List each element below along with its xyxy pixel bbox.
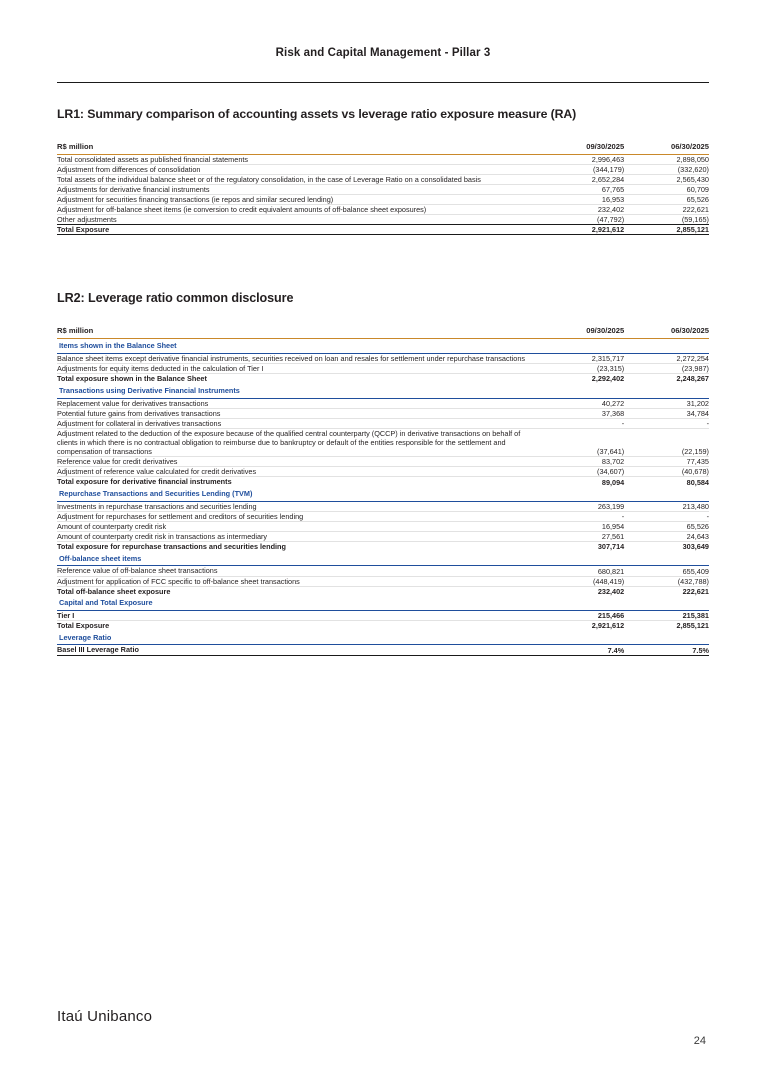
row-label: Leverage Ratio [57,630,539,645]
row-label: Other adjustments [57,215,539,225]
row-value-2: 2,855,121 [624,225,709,235]
table-row [57,354,709,364]
row-label: Capital and Total Exposure [57,596,539,611]
row-value-2 [624,487,709,502]
row-value-1: 67,765 [539,184,624,194]
column-header-label: R$ million [57,142,539,154]
header-divider [57,82,709,83]
table-row [57,566,709,576]
table-row [57,374,709,384]
column-header-period-2: 06/30/2025 [624,326,709,338]
row-value-2: 34,784 [624,408,709,418]
row-label: Adjustment for application of FCC specific to off-balance sheet transactions [57,576,539,586]
row-value-2 [624,630,709,645]
row-value-2 [624,383,709,398]
table-row [57,408,709,418]
row-label: Adjustment for repurchases for settlement and creditors of securities lending [57,511,539,521]
row-label: Potential future gains from derivatives transactions [57,408,539,418]
row-value-2: - [624,418,709,428]
row-value-1 [539,596,624,611]
row-value-1: 40,272 [539,398,624,408]
row-value-1: - [539,511,624,521]
table-subheader-row [57,487,709,502]
row-label: Total assets of the individual balance sheet or of the regulatory consolidation, in the case of Leverage Ratio on a consolidated basis [57,174,539,184]
row-value-1: 27,561 [539,532,624,542]
row-value-2: 213,480 [624,501,709,511]
row-value-2: (59,165) [624,215,709,225]
row-label: Repurchase Transactions and Securities Lending (TVM) [57,487,539,502]
row-label: Tier I [57,611,539,621]
table-subheader-row [57,596,709,611]
table-subheader-row [57,630,709,645]
row-value-2: 222,621 [624,586,709,596]
row-value-2: 2,898,050 [624,154,709,164]
table-row [57,184,709,194]
row-value-2 [624,338,709,353]
row-value-2: 31,202 [624,398,709,408]
row-value-2: (432,788) [624,576,709,586]
table-row [57,364,709,374]
row-label: Adjustment for off-balance sheet items (ie conversion to credit equivalent amounts of off-balance sheet exposures) [57,205,539,215]
row-value-1: 680,821 [539,566,624,576]
row-value-1: 7.4% [539,645,624,655]
table-total-row [57,225,709,235]
section-title-lr2: LR2: Leverage ratio common disclosure [57,291,294,306]
row-value-2: (332,620) [624,164,709,174]
table-row [57,645,709,655]
table-lr1 [57,142,709,235]
row-value-2: 80,584 [624,477,709,487]
row-label: Total consolidated assets as published financial statements [57,154,539,164]
row-value-1: (448,419) [539,576,624,586]
table-row [57,154,709,164]
row-label: Total exposure for derivative financial instruments [57,477,539,487]
row-label: Total exposure shown in the Balance Sheet [57,374,539,384]
table-row [57,457,709,467]
row-value-2: 2,272,254 [624,354,709,364]
row-label: Investments in repurchase transactions and securities lending [57,501,539,511]
row-value-1 [539,551,624,566]
row-label: Total Exposure [57,621,539,631]
row-value-2: 2,248,267 [624,374,709,384]
table-row [57,418,709,428]
column-header-period-1: 09/30/2025 [539,142,624,154]
row-label: Basel III Leverage Ratio [57,645,539,655]
row-value-1: 232,402 [539,586,624,596]
row-value-2: 2,855,121 [624,621,709,631]
row-label: Reference value for credit derivatives [57,457,539,467]
footer-brand: Itaú Unibanco [57,1008,153,1025]
row-label: Balance sheet items except derivative financial instruments, securities received on loan and resales for settlement under repurchase transactions [57,354,539,364]
table-row [57,611,709,621]
table-row [57,398,709,408]
row-value-2: (40,678) [624,467,709,477]
row-value-1: (37,641) [539,428,624,456]
row-label: Amount of counterparty credit risk in transactions as intermediary [57,532,539,542]
row-label: Total Exposure [57,225,539,235]
row-value-1: 37,368 [539,408,624,418]
row-value-1: 307,714 [539,542,624,552]
row-value-2: 24,643 [624,532,709,542]
row-value-2: 655,409 [624,566,709,576]
row-value-2: 65,526 [624,194,709,204]
row-value-1: (47,792) [539,215,624,225]
row-label: Transactions using Derivative Financial Instruments [57,383,539,398]
table-row [57,521,709,531]
table-lr2 [57,326,709,655]
row-value-1: 2,292,402 [539,374,624,384]
row-value-1: (23,315) [539,364,624,374]
table-row [57,576,709,586]
row-value-2: 7.5% [624,645,709,655]
row-value-2: (23,987) [624,364,709,374]
table-row [57,586,709,596]
row-label: Amount of counterparty credit risk [57,521,539,531]
row-value-1: 16,953 [539,194,624,204]
table-subheader-row [57,338,709,353]
row-value-1: 232,402 [539,205,624,215]
row-value-2 [624,551,709,566]
table-row [57,477,709,487]
column-header-label: R$ million [57,326,539,338]
row-value-1: (344,179) [539,164,624,174]
page-header: Risk and Capital Management - Pillar 3 [275,47,491,59]
row-value-1: 2,315,717 [539,354,624,364]
row-value-1: 89,094 [539,477,624,487]
row-value-2: 215,381 [624,611,709,621]
row-label: Reference value of off-balance sheet transactions [57,566,539,576]
row-value-1: 2,921,612 [539,621,624,631]
content-spacer [57,656,709,806]
table-row [57,532,709,542]
row-value-2: 65,526 [624,521,709,531]
row-label: Off-balance sheet items [57,551,539,566]
row-label: Items shown in the Balance Sheet [57,338,539,353]
row-value-1: 2,996,463 [539,154,624,164]
row-value-2: 2,565,430 [624,174,709,184]
section-title-lr1: LR1: Summary comparison of accounting assets vs leverage ratio exposure measure (RA) [57,107,577,121]
page-number: 24 [693,1035,706,1047]
table-row [57,542,709,552]
table-row [57,215,709,225]
table-row [57,194,709,204]
row-value-1: (34,607) [539,467,624,477]
row-value-1: - [539,418,624,428]
row-value-2: (22,159) [624,428,709,456]
table-row [57,467,709,477]
row-value-2: 77,435 [624,457,709,467]
row-label: Total off-balance sheet exposure [57,586,539,596]
row-label: Total exposure for repurchase transactions and securities lending [57,542,539,552]
table-row [57,205,709,215]
row-value-1 [539,338,624,353]
row-value-1: 16,954 [539,521,624,531]
row-value-2: 222,621 [624,205,709,215]
table-subheader-row [57,383,709,398]
column-header-period-1: 09/30/2025 [539,326,624,338]
row-value-1 [539,383,624,398]
row-label: Adjustments for equity items deducted in the calculation of Tier I [57,364,539,374]
row-label: Replacement value for derivatives transactions [57,398,539,408]
table-subheader-row [57,551,709,566]
table-header-row [57,326,709,338]
page-content [0,107,766,806]
column-header-period-2: 06/30/2025 [624,142,709,154]
row-value-1: 2,921,612 [539,225,624,235]
row-value-1: 2,652,284 [539,174,624,184]
table-row [57,511,709,521]
row-label: Adjustment for collateral in derivatives transactions [57,418,539,428]
row-value-1: 263,199 [539,501,624,511]
row-value-2: 303,649 [624,542,709,552]
table-row [57,621,709,631]
row-label: Adjustment of reference value calculated for credit derivatives [57,467,539,477]
row-label: Adjustment from differences of consolidation [57,164,539,174]
row-value-1 [539,630,624,645]
table-row [57,174,709,184]
row-value-2 [624,596,709,611]
row-value-2: 60,709 [624,184,709,194]
table-row [57,428,709,456]
row-label: Adjustments for derivative financial instruments [57,184,539,194]
row-label: Adjustment related to the deduction of the exposure because of the qualified central counterparty (QCCP) in derivative transactions on behalf of clients in which there is no contractual obligation to reimburse due to bankruptcy or default of the entities responsible for the settlement and compensation of transactions [57,428,539,456]
table-row [57,164,709,174]
row-value-2: - [624,511,709,521]
row-value-1 [539,487,624,502]
row-value-1: 83,702 [539,457,624,467]
table-row [57,501,709,511]
row-value-1: 215,466 [539,611,624,621]
row-label: Adjustment for securities financing transactions (ie repos and similar secured lending) [57,194,539,204]
table-header-row [57,142,709,154]
